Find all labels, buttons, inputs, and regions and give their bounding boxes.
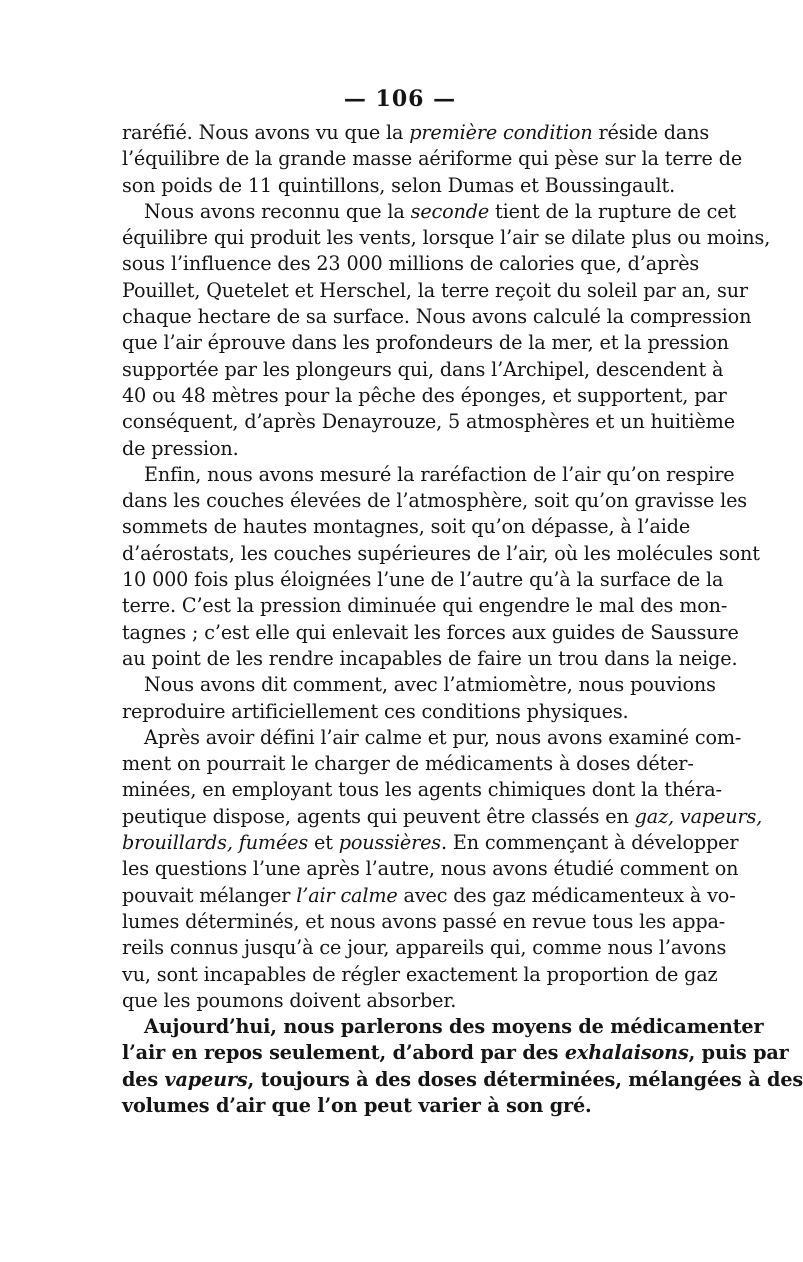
text-line: équilibre qui produit les vents, lorsque l’air se dilate plus ou moins,: [122, 226, 771, 250]
text-line: ment on pourrait le charger de médicaments à doses déter-: [122, 752, 694, 776]
text-line: son poids de 11 quintillons, selon Dumas et Boussingault.: [122, 173, 676, 197]
paragraph-first-line: Après avoir défini l’air calme et pur, nous avons examiné com-: [144, 725, 742, 749]
text-line: minées, en employant tous les agents chimiques dont la théra-: [122, 778, 722, 802]
text-line: reproduire artificiellement ces conditions physiques.: [122, 699, 629, 723]
text-line: au point de les rendre incapables de faire un trou dans la neige.: [122, 646, 738, 670]
text-line: l’air en repos seulement, d’abord par des exhalaisons, puis par: [122, 1041, 789, 1065]
text-line: lumes déterminés, et nous avons passé en revue tous les appa-: [122, 909, 726, 933]
body-text: [122, 120, 803, 1119]
paragraph-first-line: Nous avons dit comment, avec l’atmiomètre, nous pouvions: [144, 673, 716, 697]
text-line: dans les couches élevées de l’atmosphère, soit qu’on gravisse les: [122, 489, 748, 513]
text-line: brouillards, fumées et poussières. En commençant à développer: [122, 831, 739, 855]
text-line: Pouillet, Quetelet et Herschel, la terre reçoit du soleil par an, sur: [122, 278, 748, 302]
text-line: 40 ou 48 mètres pour la pêche des éponges, et supportent, par: [122, 383, 727, 407]
text-line: 10 000 fois plus éloignées l’une de l’autre qu’à la surface de la: [122, 568, 724, 592]
text-line: l’équilibre de la grande masse aériforme qui pèse sur la terre de: [122, 147, 743, 171]
text-line: terre. C’est la pression diminuée qui engendre le mal des mon-: [122, 594, 728, 618]
text-line: tagnes ; c’est elle qui enlevait les forces aux guides de Saussure: [122, 620, 739, 644]
text-line: les questions l’une après l’autre, nous avons étudié comment on: [122, 857, 739, 881]
text-line: chaque hectare de sa surface. Nous avons calculé la compression: [122, 305, 752, 329]
text-line: volumes d’air que l’on peut varier à son gré.: [122, 1093, 592, 1117]
text-line: que les poumons doivent absorber.: [122, 988, 457, 1012]
text-line: raréfié. Nous avons vu que la première condition réside dans: [122, 121, 710, 144]
text-line: des vapeurs, toujours à des doses déterminées, mélangées à des: [122, 1067, 803, 1091]
paragraph-first-line: Nous avons reconnu que la seconde tient de la rupture de cet: [144, 199, 736, 223]
text-line: peutique dispose, agents qui peuvent être classés en gaz, vapeurs,: [122, 804, 763, 828]
text-line: sous l’influence des 23 000 millions de calories que, d’après: [122, 252, 700, 276]
text-line: vu, sont incapables de régler exactement la proportion de gaz: [122, 962, 718, 986]
page-number: — 106 —: [343, 86, 457, 112]
text-line: sommets de hautes montagnes, soit qu’on dépasse, à l’aide: [122, 515, 691, 539]
text-line: reils connus jusqu’à ce jour, appareils qui, comme nous l’avons: [122, 936, 727, 960]
paragraph-first-line: Enfin, nous avons mesuré la raréfaction de l’air qu’on respire: [144, 462, 735, 486]
text-line: que l’air éprouve dans les profondeurs de la mer, et la pression: [122, 331, 729, 355]
text-line: d’aérostats, les couches supérieures de l’air, où les molécules sont: [122, 541, 760, 565]
text-line: conséquent, d’après Denayrouze, 5 atmosphères et un huitième: [122, 410, 735, 434]
text-line: supportée par les plongeurs qui, dans l’Archipel, descendent à: [122, 357, 724, 381]
paragraph-first-line: Aujourd’hui, nous parlerons des moyens de médicamenter: [144, 1015, 764, 1039]
text-line: pouvait mélanger l’air calme avec des gaz médicamenteux à vo-: [122, 883, 736, 907]
text-line: de pression.: [122, 436, 239, 460]
